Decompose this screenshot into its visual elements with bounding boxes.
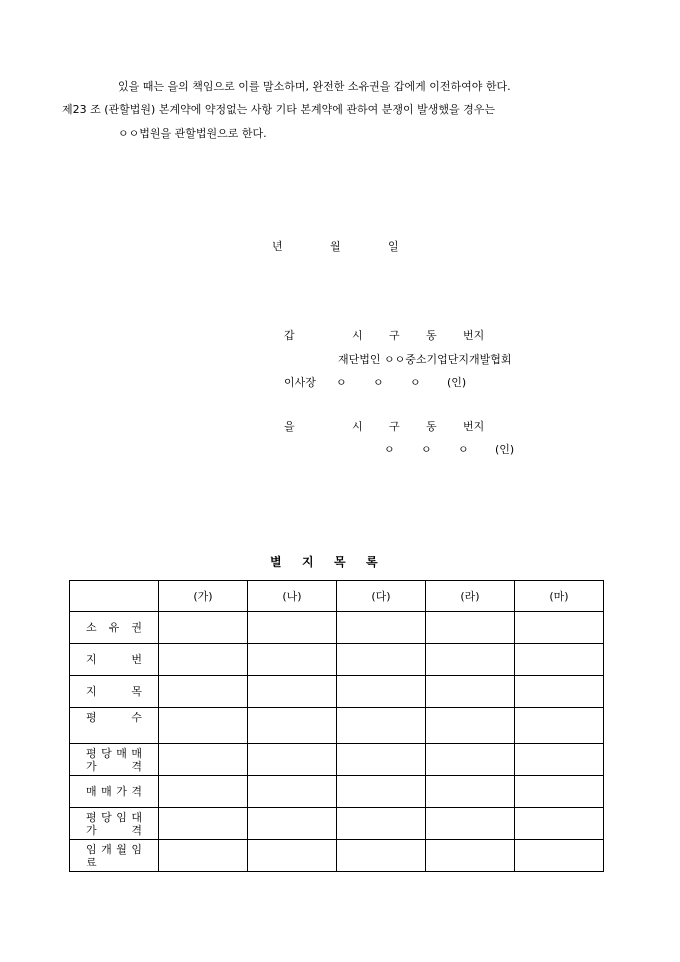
annex-row-label: 평 당 임 대 가 격: [86, 810, 142, 837]
party-b-address: [352, 420, 484, 434]
address-dong: 동: [426, 420, 437, 433]
rep-title: 이사장: [284, 376, 316, 389]
annex-cell: [426, 744, 515, 776]
party-a-organization: 재단법인 ㅇㅇ중소기업단지개발협회: [338, 353, 512, 366]
annex-cell: [515, 644, 604, 676]
annex-title-char: 목: [334, 555, 346, 569]
annex-title-char: 록: [366, 555, 378, 569]
annex-cell: [248, 612, 337, 644]
annex-cell: [426, 644, 515, 676]
address-dong: 동: [426, 329, 437, 342]
annex-title: [270, 555, 398, 569]
annex-cell: [426, 676, 515, 708]
annex-cell: [515, 612, 604, 644]
annex-row-header: [70, 708, 159, 744]
table-row: [70, 612, 604, 644]
annex-cell: [159, 808, 248, 840]
body-text-line-1: 있을 때는 을의 책임으로 이를 말소하며, 완전한 소유권을 갑에게 이전하여야 한다.: [118, 80, 511, 93]
annex-cell: [248, 776, 337, 808]
annex-table: [69, 580, 604, 872]
address-city: 시: [352, 420, 363, 433]
annex-cell: [248, 744, 337, 776]
annex-row-label: 지 번: [86, 653, 142, 666]
address-city: 시: [352, 329, 363, 342]
date-month: 월: [330, 240, 341, 253]
seal-text: (인): [447, 376, 467, 389]
annex-row-header: [70, 612, 159, 644]
annex-row-label: 지 목: [86, 685, 142, 698]
annex-cell: [159, 708, 248, 744]
rep-mark: ㅇ: [421, 443, 432, 456]
annex-cell: [337, 644, 426, 676]
annex-corner-cell: [70, 581, 159, 612]
party-a-label: 갑: [284, 329, 295, 342]
annex-cell: [337, 808, 426, 840]
annex-cell: [515, 708, 604, 744]
party-b-label: 을: [284, 420, 295, 433]
rep-mark: ㅇ: [458, 443, 469, 456]
table-row: [70, 744, 604, 776]
body-text-line-2: 제23 조 (관할법원) 본계약에 약정없는 사항 기타 본계약에 관하여 분쟁이 발생했을 경우는: [62, 103, 495, 116]
annex-row-label: 소 유 권: [86, 621, 142, 634]
rep-mark: ㅇ: [384, 443, 395, 456]
annex-title-char: 별: [270, 555, 282, 569]
annex-title-char: 지: [302, 555, 314, 569]
annex-cell: [248, 708, 337, 744]
annex-cell: [515, 744, 604, 776]
annex-row-header: [70, 676, 159, 708]
annex-cell: [337, 676, 426, 708]
annex-cell: [159, 840, 248, 872]
party-a-representative: [284, 376, 466, 390]
table-row: [70, 840, 604, 872]
annex-cell: [515, 840, 604, 872]
date-day: 일: [388, 240, 399, 253]
annex-col-header: (다): [337, 581, 426, 612]
annex-cell: [159, 644, 248, 676]
annex-row-label: 평 당 매 매 가 격: [86, 746, 142, 773]
annex-cell: [159, 744, 248, 776]
annex-cell: [515, 676, 604, 708]
annex-col-header: (가): [159, 581, 248, 612]
annex-cell: [426, 612, 515, 644]
annex-row-header: [70, 644, 159, 676]
rep-mark: ㅇ: [410, 376, 421, 389]
party-b-representative: [384, 443, 514, 457]
annex-cell: [337, 776, 426, 808]
annex-row-header: [70, 744, 159, 776]
annex-cell: [248, 644, 337, 676]
table-row: [70, 676, 604, 708]
address-lot: 번지: [463, 420, 485, 433]
table-row: [70, 808, 604, 840]
rep-mark: ㅇ: [336, 376, 347, 389]
table-row: [70, 644, 604, 676]
annex-cell: [337, 708, 426, 744]
annex-cell: [515, 776, 604, 808]
annex-row-header: [70, 808, 159, 840]
annex-row-header: [70, 840, 159, 872]
annex-col-header: (마): [515, 581, 604, 612]
annex-cell: [337, 744, 426, 776]
rep-mark: ㅇ: [373, 376, 384, 389]
annex-cell: [248, 676, 337, 708]
annex-cell: [337, 840, 426, 872]
date-line: [272, 240, 399, 254]
annex-header-row: [70, 581, 604, 612]
body-text-line-3: ㅇㅇ법원을 관할법원으로 한다.: [118, 127, 267, 140]
address-district: 구: [389, 420, 400, 433]
table-row: [70, 708, 604, 744]
party-a-address: [352, 329, 484, 343]
annex-cell: [426, 776, 515, 808]
annex-cell: [337, 612, 426, 644]
seal-text: (인): [495, 443, 515, 456]
address-district: 구: [389, 329, 400, 342]
annex-cell: [159, 776, 248, 808]
address-lot: 번지: [463, 329, 485, 342]
annex-cell: [426, 808, 515, 840]
annex-row-label: 평 수: [86, 711, 142, 724]
annex-col-header: (라): [426, 581, 515, 612]
annex-cell: [515, 808, 604, 840]
annex-cell: [426, 840, 515, 872]
annex-col-header: (나): [248, 581, 337, 612]
annex-cell: [159, 612, 248, 644]
annex-row-header: [70, 776, 159, 808]
date-year: 년: [272, 240, 283, 253]
annex-row-label: 임 개 월 임 료: [86, 842, 142, 869]
annex-cell: [248, 808, 337, 840]
annex-cell: [248, 840, 337, 872]
table-row: [70, 776, 604, 808]
annex-row-label: 매 매 가 격: [86, 785, 142, 798]
annex-cell: [159, 676, 248, 708]
annex-cell: [426, 708, 515, 744]
